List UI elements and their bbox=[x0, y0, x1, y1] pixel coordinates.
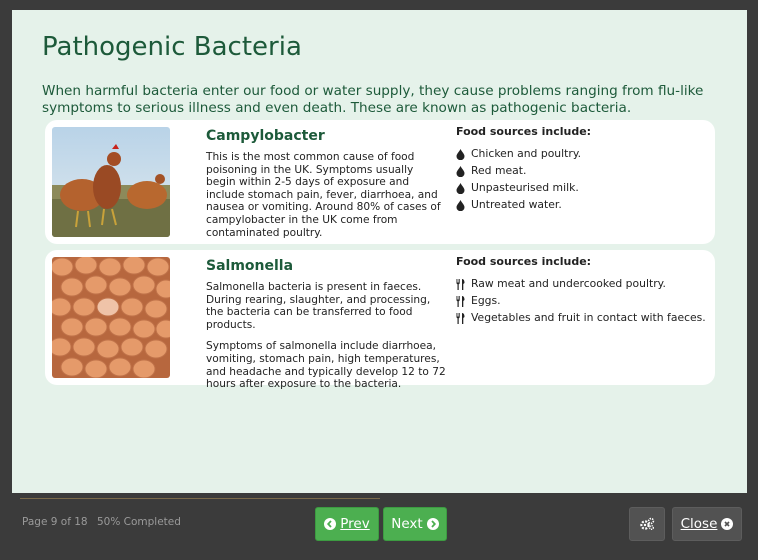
intro-text: When harmful bacteria enter our food or water supply, they cause problems ranging from flu-like symptoms to serious illness and even death. These are known as pathogenic bacteria. bbox=[42, 83, 704, 116]
prev-label: Prev bbox=[340, 516, 370, 532]
droplet-icon bbox=[456, 166, 465, 177]
chickens-photo bbox=[52, 127, 170, 237]
eggs-photo bbox=[52, 257, 170, 378]
list-item bbox=[456, 295, 706, 307]
content-panel bbox=[12, 10, 747, 493]
next-button[interactable] bbox=[383, 507, 447, 541]
sources-heading: Food sources include: bbox=[456, 255, 592, 268]
settings-button[interactable] bbox=[629, 507, 665, 541]
droplet-icon bbox=[456, 200, 465, 211]
card-title: Campylobacter bbox=[206, 128, 325, 144]
chevron-right-icon bbox=[427, 518, 439, 530]
sources-list bbox=[456, 278, 706, 329]
droplet-icon bbox=[456, 149, 465, 160]
source-label: Eggs. bbox=[471, 294, 501, 307]
close-icon bbox=[721, 518, 733, 530]
gears-icon bbox=[639, 517, 655, 531]
page-title: Pathogenic Bacteria bbox=[42, 32, 302, 62]
source-label: Chicken and poultry. bbox=[471, 147, 582, 160]
source-label: Unpasteurised milk. bbox=[471, 181, 579, 194]
list-item bbox=[456, 165, 581, 177]
completion-status: 50% Completed bbox=[96, 516, 181, 528]
card-salmonella bbox=[45, 250, 715, 391]
droplet-icon bbox=[456, 183, 465, 194]
source-label: Untreated water. bbox=[471, 198, 562, 211]
cutlery-icon bbox=[456, 279, 465, 290]
progress-bar bbox=[20, 498, 380, 499]
card-paragraph: Symptoms of salmonella include diarrhoea, vomiting, stomach pain, high temperatures, and headache and typically develop 12 to 72 hours after exposure to the bacteria. bbox=[206, 340, 446, 391]
chevron-left-icon bbox=[324, 518, 336, 530]
source-label: Red meat. bbox=[471, 164, 527, 177]
list-item bbox=[456, 278, 706, 290]
card-description bbox=[206, 281, 446, 400]
close-button[interactable] bbox=[672, 507, 742, 541]
card-description bbox=[206, 151, 446, 248]
card-paragraph: This is the most common cause of food poisoning in the UK. Symptoms usually begin within 2-5 days of exposure and include stomach pain, fever, diarrhoea, and nausea or vomiting. Around 80% of cases of campylobacter in the UK come from contaminated poultry. bbox=[206, 151, 441, 239]
sources-heading: Food sources include: bbox=[456, 125, 592, 138]
prev-button[interactable] bbox=[315, 507, 379, 541]
close-label: Close bbox=[680, 516, 718, 532]
source-label: Raw meat and undercooked poultry. bbox=[471, 277, 666, 290]
list-item bbox=[456, 148, 581, 160]
list-item bbox=[456, 199, 581, 211]
page-counter: Page 9 of 18 bbox=[22, 516, 88, 528]
source-label: Vegetables and fruit in contact with faeces. bbox=[471, 311, 706, 324]
card-title: Salmonella bbox=[206, 258, 294, 274]
cutlery-icon bbox=[456, 313, 465, 324]
list-item bbox=[456, 182, 581, 194]
list-item bbox=[456, 312, 706, 324]
footer-bar bbox=[0, 493, 758, 560]
card-campylobacter bbox=[45, 120, 715, 244]
page-info bbox=[22, 516, 187, 528]
cutlery-icon bbox=[456, 296, 465, 307]
next-label: Next bbox=[391, 516, 423, 532]
sources-list bbox=[456, 148, 581, 216]
card-paragraph: Salmonella bacteria is present in faeces. During rearing, slaughter, and processing, the bacteria can be transferred to food products. bbox=[206, 281, 431, 331]
